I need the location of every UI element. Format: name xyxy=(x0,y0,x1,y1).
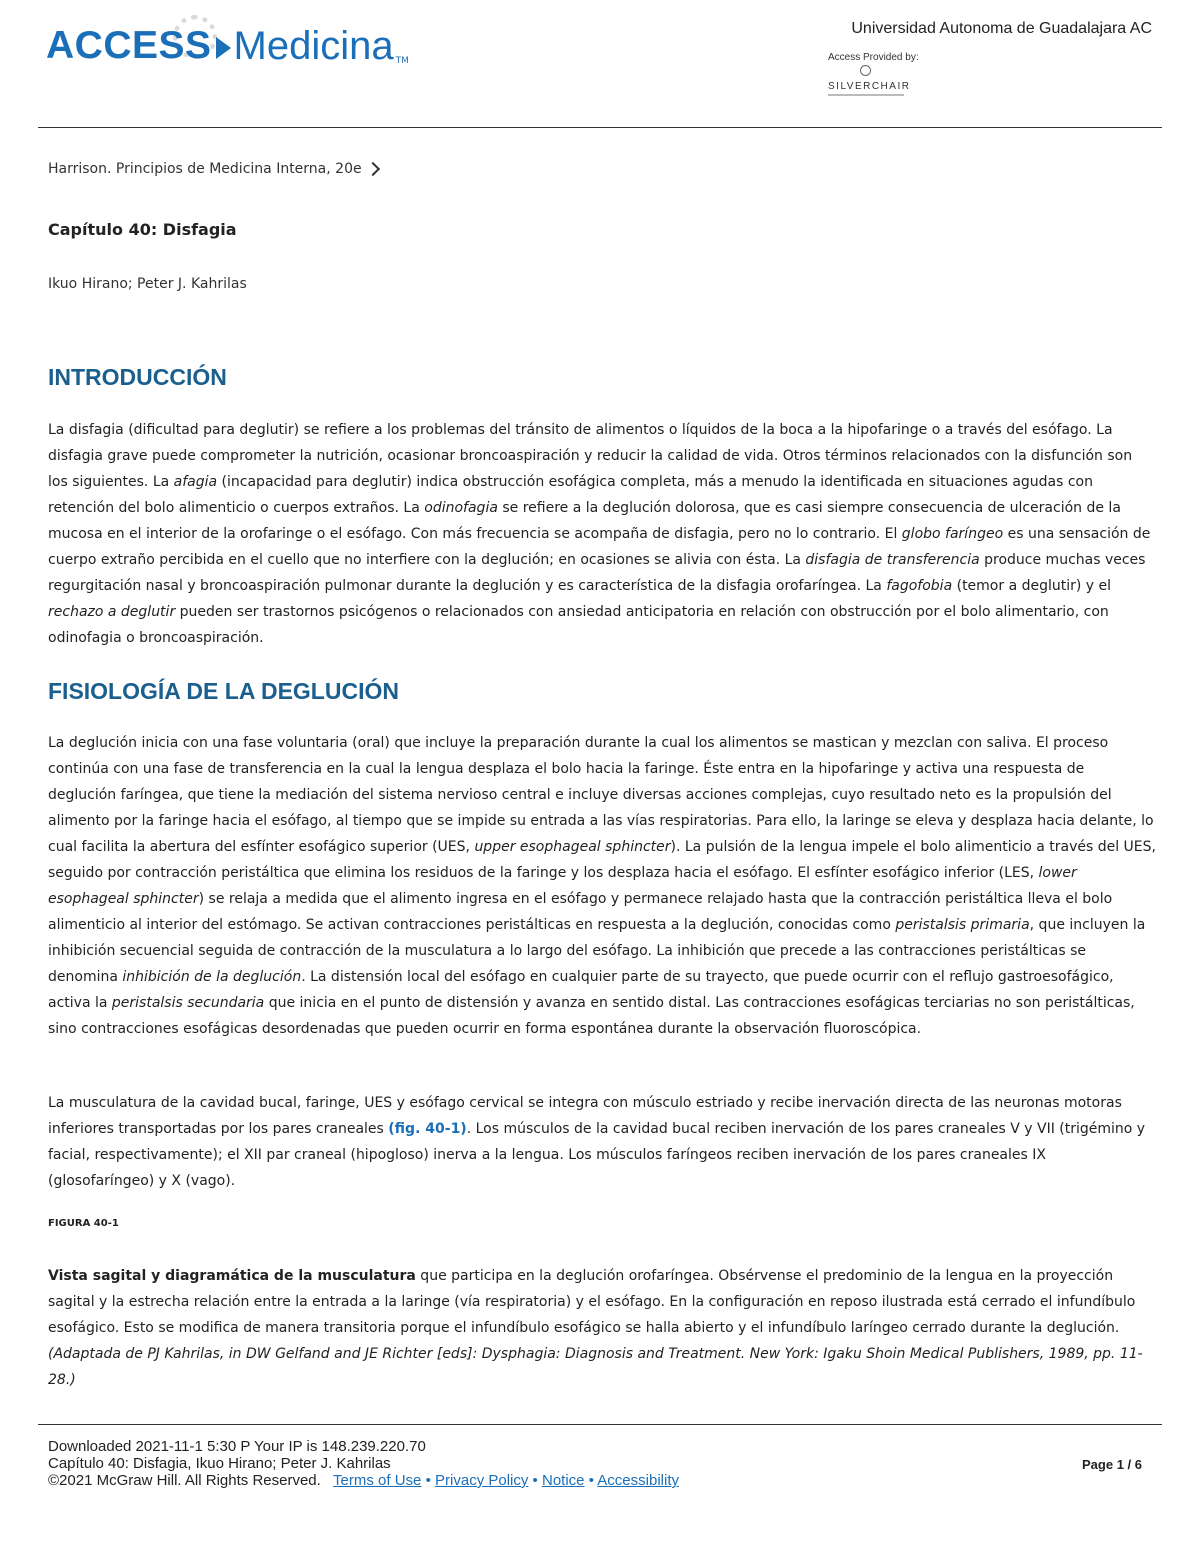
chapter-title: Capítulo 40: Disfagia xyxy=(48,220,237,239)
chevron-right-icon xyxy=(366,162,380,176)
access-provided-by: Access Provided by: xyxy=(828,52,919,63)
privacy-policy-link[interactable]: Privacy Policy xyxy=(435,1472,529,1489)
accessibility-link[interactable]: Accessibility xyxy=(597,1472,679,1489)
copyright-line: ©2021 McGraw Hill. All Rights Reserved. Terms of Use • Privacy Policy • Notice • Accessibility xyxy=(48,1472,679,1489)
page-header xyxy=(0,0,1200,128)
logo-trademark: TM xyxy=(395,56,409,66)
citation-line: Capítulo 40: Disfagia, Ikuo Hirano; Peter J. Kahrilas xyxy=(48,1455,391,1472)
intro-paragraph: La disfagia (dificultad para deglutir) se refiere a los problemas del tránsito de alimentos o líquidos de la boca a la hipofaringe o a través del esófago. La disfagia grave puede comprometer la nutrición, ocasionar broncoaspiración y reducir la calidad de vida. Otros términos relacionados con la disfunción son los siguientes. La afagia (incapacidad para deglutir) indica obstrucción esofágica completa, más a menudo la identificada en situaciones agudas con retención del bolo alimenticio o cuerpos extraños. La odinofagia se refiere a la deglución dolorosa, que es casi siempre consecuencia de ulceración de la mucosa en el interior de la orofaringe o el esófago. Con más frecuencia se acompaña de disfagia, pero no lo contrario. El globo faríngeo es una sensación de cuerpo extraño percibida en el cuello que no interfiere con la deglución; en ocasiones se alivia con ésta. La disfagia de transferencia produce muchas veces regurgitación nasal y broncoaspiración pulmonar durante la deglución y es característica de la disfagia orofaríngea. La fagofobia (temor a deglutir) y el rechazo a deglutir pueden ser trastornos psicógenos o relacionados con ansiedad anticipatoria en relación con obstrucción por el bolo alimentario, con odinofagia o broncoaspiración. xyxy=(48,422,1151,646)
fisiologia-paragraph-2: La musculatura de la cavidad bucal, faringe, UES y esófago cervical se integra con músculo estriado y recibe inervación directa de las neuronas motoras inferiores transportadas por los pares craneales (fig. 40-1). Los músculos de la cavidad bucal reciben inervación de los pares craneales V y VII (trigémino y facial, respectivamente); el XII par craneal (hipogloso) inerva a la lengua. Los músculos faríngeos reciben inervación de los pares craneales IX (glosofaríngeo) y X (vago). xyxy=(48,1095,1146,1189)
silverchair-icon xyxy=(860,65,871,76)
page-number: Page 1 / 6 xyxy=(1082,1457,1142,1472)
terms-of-use-link[interactable]: Terms of Use xyxy=(333,1472,422,1489)
figure-caption: Vista sagital y diagramática de la musculatura que participa en la deglución orofaríngea. Obsérvense el predominio de la lengua en la proyección sagital y la estrecha relación entre la entrada a la laringe (vía respiratoria) y el esófago. En la configuración en reposo ilustrada está cerrado el infundíbulo esofágico. Esto se modifica de manera transitoria porque el infundíbulo esofágico se halla abierto y el infundíbulo laríngeo cerrado durante la deglución. (Adaptada de PJ Kahrilas, in DW Gelfand and JE Richter [eds]: Dysphagia: Diagnosis and Treatment. New York: Igaku Shoin Medical Publishers, 1989, pp. 11-28.) xyxy=(48,1268,1143,1388)
figure-caption-title: Vista sagital y diagramática de la musculatura xyxy=(48,1268,416,1284)
section-heading-fisiologia: FISIOLOGÍA DE LA DEGLUCIÓN xyxy=(48,678,399,704)
breadcrumb[interactable] xyxy=(48,161,378,177)
figure-caption-source: (Adaptada de PJ Kahrilas, in DW Gelfand and JE Richter [eds]: Dysphagia: Diagnosis and Treatment. New York: Igaku Shoin Medical Publishers, 1989, pp. 11-28.) xyxy=(48,1346,1143,1388)
institution-name: Universidad Autonoma de Guadalajara AC xyxy=(851,20,1152,37)
logo-arrow-icon xyxy=(216,37,231,59)
footer-divider xyxy=(38,1424,1162,1425)
logo-medicina-text: Medicina xyxy=(233,23,394,68)
accessmedicina-logo[interactable] xyxy=(46,18,409,74)
logo-access-text: ACCESS xyxy=(46,24,212,67)
section-heading-introduccion: INTRODUCCIÓN xyxy=(48,364,227,390)
chapter-authors: Ikuo Hirano; Peter J. Kahrilas xyxy=(48,276,247,292)
fisiologia-paragraph-1: La deglución inicia con una fase voluntaria (oral) que incluye la preparación durante la cual los alimentos se mastican y mezclan con saliva. El proceso continúa con una fase de transferencia en la cual la lengua desplaza el bolo hacia la faringe. Éste entra en la hipofaringe y activa una respuesta de deglución faríngea, que tiene la mediación del sistema nervioso central e incluye diversas acciones complejas, cuyo resultado neto es la propulsión del alimento por la faringe hacia el esófago, al tiempo que se impide su entrada a las vías respiratorias. Para ello, la laringe se eleva y desplaza hacia delante, lo cual facilita la abertura del esfínter esofágico superior (UES, upper esophageal sphincter). La pulsión de la lengua impele el bolo alimenticio a través del UES, seguido por contracción peristáltica que elimina los residuos de la faringe y los desplaza hacia el esófago. El esfínter esofágico inferior (LES, lower esophageal sphincter) se relaja a medida que el alimento ingresa en el esófago y permanece relajado hasta que la contracción peristáltica lleva el bolo alimenticio al interior del estómago. Se activan contracciones peristálticas en respuesta a la deglución, conocidas como peristalsis primaria, que incluyen la inhibición secuencial seguida de contracción de la musculatura a lo largo del esófago. La inhibición que precede a las contracciones peristálticas se denomina inhibición de la deglución. La distensión local del esófago en cualquier parte de su trayecto, que puede ocurrir con el reflujo gastroesofágico, activa la peristalsis secundaria que inicia en el punto de distensión y avanza en sentido distal. Las contracciones esofágicas terciarias no son peristálticas, sino contracciones esofágicas desordenadas que pueden ocurrir en forma espontánea durante la observación fluoroscópica. xyxy=(48,735,1156,1037)
figure-label: FIGURA 40-1 xyxy=(48,1218,119,1229)
breadcrumb-book[interactable]: Harrison. Principios de Medicina Interna, 20e xyxy=(48,161,362,177)
download-info: Downloaded 2021-11-1 5:30 P Your IP is 148.239.220.70 xyxy=(48,1438,426,1455)
silverchair-logo: SILVERCHAIR xyxy=(828,81,911,92)
figure-40-1-link[interactable]: (fig. 40-1) xyxy=(388,1121,467,1137)
header-divider xyxy=(38,127,1162,128)
notice-link[interactable]: Notice xyxy=(541,1472,585,1489)
silverchair-tagline xyxy=(828,94,904,96)
page-footer xyxy=(48,1438,679,1489)
